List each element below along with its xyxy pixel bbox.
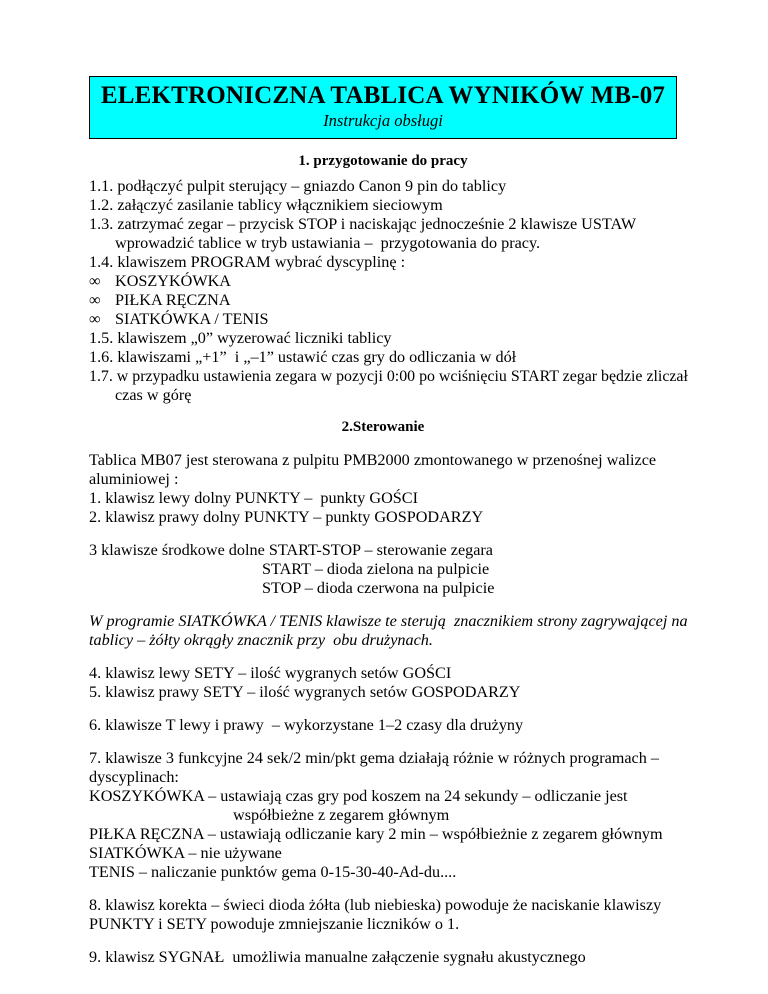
- document-subtitle: Instrukcja obsługi: [323, 111, 443, 130]
- section2-heading: 2.Sterowanie: [341, 419, 425, 435]
- section1-line: 1.5. klawiszem „0” wyzerować liczniki tablicy: [89, 329, 392, 347]
- section2-intro-line: 2. klawisz prawy dolny PUNKTY – punkty GOSPODARZY: [89, 508, 484, 526]
- bullet-item: [89, 291, 231, 310]
- start-stop-line: STOP – dioda czerwona na pulpicie: [262, 579, 495, 597]
- sets-line: 5. klawisz prawy SETY – ilość wygranych setów GOSPODARZY: [89, 683, 521, 701]
- section2-intro-line: Tablica MB07 jest sterowana z pulpitu PMB2000 zmontowanego w przenośnej walizce: [89, 451, 657, 469]
- bullet-label: PIŁKA RĘCZNA: [115, 291, 231, 309]
- bullet-item: [89, 310, 268, 329]
- function-keys-line: 7. klawisze 3 funkcyjne 24 sek/2 min/pkt gema działają różnie w różnych programach –: [89, 749, 659, 767]
- function-keys-line: współbieżne z zegarem głównym: [233, 806, 450, 824]
- sets-line: 4. klawisz lewy SETY – ilość wygranych setów GOŚCI: [89, 664, 452, 682]
- infinity-bullet-icon: ∞: [89, 291, 101, 309]
- section2-intro-line: 1. klawisz lewy dolny PUNKTY – punkty GOŚCI: [89, 489, 418, 507]
- section2-intro-line: aluminiowej :: [89, 470, 179, 488]
- section1-line: 1.3. zatrzymać zegar – przycisk STOP i naciskając jednocześnie 2 klawisze USTAW: [89, 215, 637, 233]
- bullet-item: [89, 272, 231, 291]
- signal-line: 9. klawisz SYGNAŁ umożliwia manualne załączenie sygnału akustycznego: [89, 948, 586, 966]
- section1-heading: 1. przygotowanie do pracy: [298, 153, 468, 169]
- timeouts-line: 6. klawisze T lewy i prawy – wykorzystane 1–2 czasy dla drużyny: [89, 716, 524, 734]
- function-keys-line: TENIS – naliczanie punktów gema 0-15-30-40-Ad-du....: [89, 863, 457, 881]
- section1-line: 1.6. klawiszami „+1” i „–1” ustawić czas gry do odliczania w dół: [89, 348, 517, 366]
- function-keys-line: PIŁKA RĘCZNA – ustawiają odliczanie kary 2 min – współbieżnie z zegarem głównym: [89, 825, 663, 843]
- section1-line: 1.1. podłączyć pulpit sterujący – gniazdo Canon 9 pin do tablicy: [89, 177, 507, 195]
- section1-line: wprowadzić tablice w tryb ustawiania – przygotowania do pracy.: [115, 234, 541, 252]
- bullet-label: SIATKÓWKA / TENIS: [115, 310, 269, 328]
- section1-line: 1.2. załączyć zasilanie tablicy włącznikiem sieciowym: [89, 196, 443, 214]
- infinity-bullet-icon: ∞: [89, 310, 101, 328]
- correction-line: 8. klawisz korekta – świeci dioda żółta (lub niebieska) powoduje że naciskanie klawiszy: [89, 896, 662, 914]
- start-stop-line: START – dioda zielona na pulpicie: [262, 560, 490, 578]
- section1-line: czas w górę: [115, 386, 192, 404]
- title-box: [89, 76, 677, 139]
- document-title: ELEKTRONICZNA TABLICA WYNIKÓW MB-07: [100, 82, 666, 109]
- function-keys-line: SIATKÓWKA – nie używane: [89, 844, 282, 862]
- section1-line: 1.7. w przypadku ustawienia zegara w pozycji 0:00 po wciśnięciu START zegar będzie zliczał: [89, 368, 688, 385]
- function-keys-line: KOSZYKÓWKA – ustawiają czas gry pod koszem na 24 sekundy – odliczanie jest: [89, 787, 628, 805]
- correction-line: PUNKTY i SETY powoduje zmniejszanie liczników o 1.: [89, 915, 460, 933]
- section1-line: 1.4. klawiszem PROGRAM wybrać dyscyplinę :: [89, 253, 406, 271]
- italic-note-line: tablicy – żółty okrągły znacznik przy obu drużynach.: [89, 631, 433, 649]
- italic-note-line: W programie SIATKÓWKA / TENIS klawisze te sterują znacznikiem strony zagrywającej na: [89, 612, 688, 630]
- function-keys-line: dyscyplinach:: [89, 768, 179, 786]
- infinity-bullet-icon: ∞: [89, 272, 101, 290]
- start-stop-line: 3 klawisze środkowe dolne START-STOP – sterowanie zegara: [89, 541, 493, 559]
- bullet-label: KOSZYKÓWKA: [115, 272, 231, 290]
